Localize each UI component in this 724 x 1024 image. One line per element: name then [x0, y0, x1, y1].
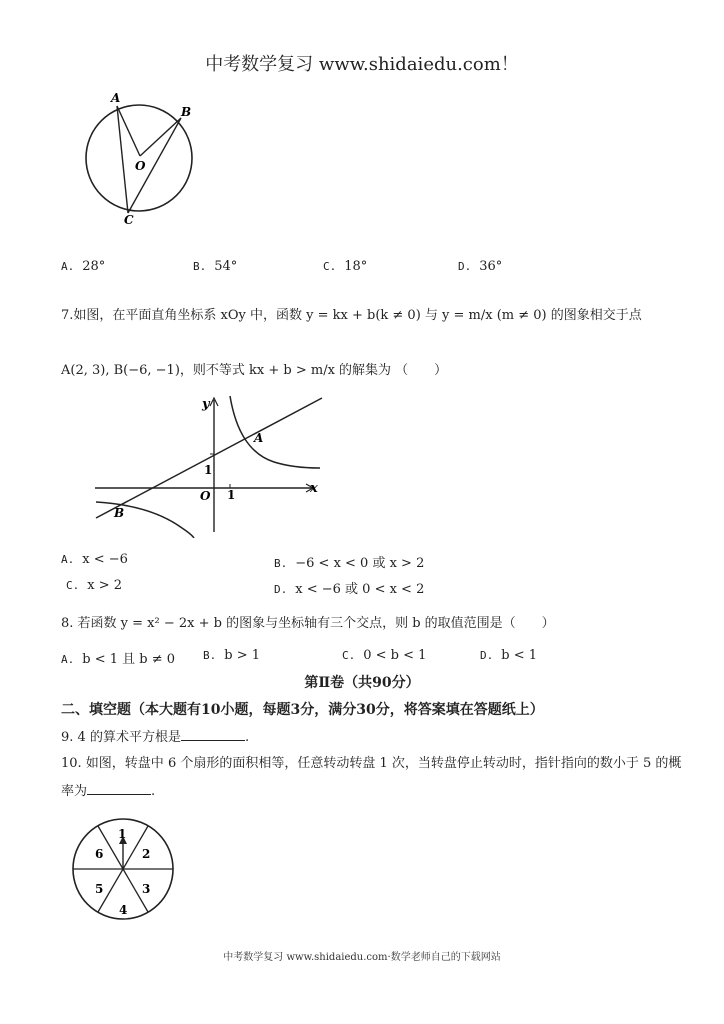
- point-b-label: B: [114, 506, 125, 520]
- q9-answer-blank[interactable]: [181, 728, 245, 741]
- label-o: O: [135, 159, 146, 173]
- page-footer: 中考数学复习 www.shidaiedu.com·数学老师自己的下载网站: [223, 952, 501, 963]
- q8-option-a[interactable]: A. b < 1 且 b ≠ 0: [61, 652, 176, 667]
- q7-stem-line1: 7.如图，在平面直角坐标系 xOy 中，函数 y = kx + b(k ≠ 0) 与 y = m/x (m ≠ 0) 的图象相交于点: [61, 308, 642, 323]
- label-c: C: [124, 213, 134, 227]
- q7-graph: [90, 392, 330, 538]
- label-b: B: [181, 105, 192, 119]
- q8-option-c[interactable]: C. 0 < b < 1: [342, 648, 427, 663]
- label-a: A: [111, 91, 121, 105]
- section2-title: 二、填空题（本大题有10小题，每题3分，满分30分，将答案填在答题纸上）: [61, 702, 544, 718]
- point-a-label: A: [254, 431, 264, 445]
- part2-title: 第Ⅱ卷（共90分）: [304, 675, 420, 691]
- spinner-number-5: 5: [95, 882, 104, 896]
- spinner-figure: [70, 816, 176, 922]
- q10-line1: 10. 如图，转盘中 6 个扇形的面积相等，任意转动转盘 1 次，当转盘停止转动时，指针指向的数小于 5 的概: [61, 756, 682, 771]
- spinner-number-2: 2: [142, 847, 151, 861]
- q6-option-a[interactable]: A. 28°: [61, 259, 106, 274]
- q9: 9. 4 的算术平方根是 .: [61, 730, 250, 745]
- page-header: 中考数学复习 www.shidaiedu.com！: [205, 54, 519, 75]
- y-one-label: 1: [204, 463, 213, 477]
- y-axis-label: y: [202, 397, 210, 412]
- spinner-number-1: 1: [118, 827, 127, 841]
- spinner-number-6: 6: [95, 847, 104, 861]
- x-axis-label: x: [310, 481, 318, 496]
- q10-line2: 率为 .: [61, 784, 156, 799]
- q7-stem-line2: A(2, 3), B(−6, −1)，则不等式 kx + b > m/x 的解集为 （ ）: [61, 363, 448, 378]
- q7-option-a[interactable]: A. x < −6: [61, 552, 128, 567]
- radius-oa: [117, 106, 140, 156]
- spinner-number-3: 3: [142, 882, 151, 896]
- circle: [86, 105, 192, 211]
- q8-option-b[interactable]: B. b > 1: [203, 648, 260, 663]
- origin-label: O: [200, 489, 211, 503]
- radius-ob: [140, 118, 181, 156]
- hyperbola-branch-3: [96, 502, 194, 538]
- q7-option-b[interactable]: B. −6 < x < 0 或 x > 2: [274, 556, 425, 571]
- chord-ac: [117, 106, 128, 213]
- q7-option-d[interactable]: D. x < −6 或 0 < x < 2: [274, 582, 425, 597]
- q10-answer-blank[interactable]: [87, 782, 151, 795]
- q7-option-c[interactable]: C. x > 2: [66, 578, 123, 593]
- q6-option-c[interactable]: C. 18°: [323, 259, 368, 274]
- q6-option-d[interactable]: D. 36°: [458, 259, 503, 274]
- q6-option-b[interactable]: B. 54°: [193, 259, 238, 274]
- circle-figure: [80, 88, 204, 228]
- spinner-number-4: 4: [119, 903, 128, 917]
- x-one-label: 1: [227, 488, 236, 502]
- q8-stem: 8. 若函数 y = x² − 2x + b 的图象与坐标轴有三个交点，则 b 的取值范围是（ ）: [61, 616, 555, 631]
- q8-option-d[interactable]: D. b < 1: [480, 648, 537, 663]
